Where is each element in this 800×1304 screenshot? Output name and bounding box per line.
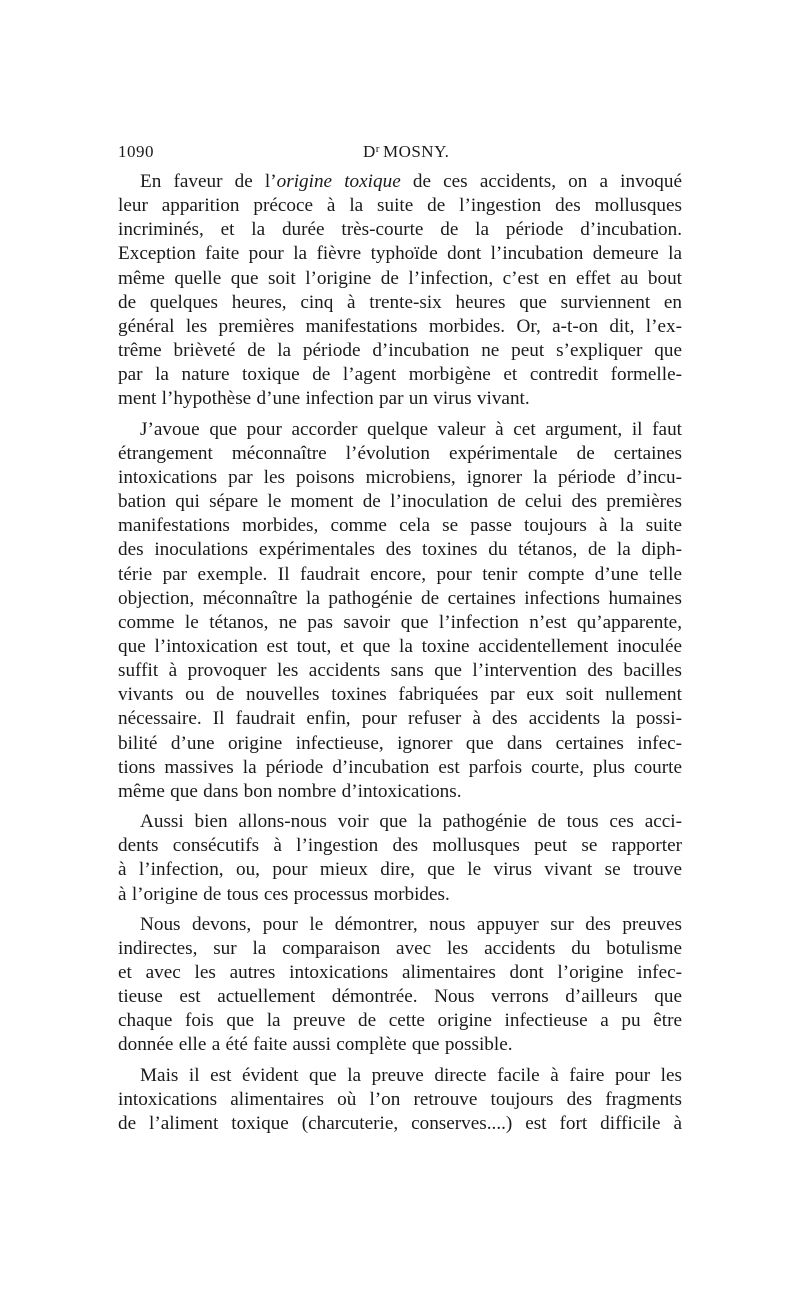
paragraph: [118, 810, 682, 907]
page-header: [118, 142, 682, 168]
text-run: manifestations morbides, comme cela se passe toujours à la suite: [118, 515, 682, 537]
text-run: même que dans bon nombre d’intoxications.: [118, 780, 462, 802]
text-line: [118, 194, 682, 218]
text-line: [118, 418, 682, 442]
text-run: indirectes, sur la comparaison avec les accidents du botulisme: [118, 937, 682, 959]
text-run: tions massives la période d’incubation est parfois courte, plus courte: [118, 756, 682, 778]
text-run: par la nature toxique de l’agent morbigène et contredit formelle-: [118, 364, 682, 386]
text-line: [118, 834, 682, 858]
text-run: tieuse est actuellement démontrée. Nous verrons d’ailleurs que: [118, 986, 682, 1008]
text-run: de l’aliment toxique (charcuterie, conserves....) est fort difficile à: [118, 1112, 682, 1134]
text-run: même quelle que soit l’origine de l’infection, c’est en effet au bout: [118, 267, 682, 289]
text-line: [118, 466, 682, 490]
text-run: et avec les autres intoxications alimentaires dont l’origine infec-: [118, 962, 682, 983]
text-line: [118, 242, 682, 266]
text-run: Mais il est évident que la preuve directe facile à faire pour les: [140, 1064, 682, 1086]
text-run: Exception faite pour la fièvre typhoïde dont l’incubation demeure la: [118, 243, 682, 265]
paragraph: [118, 1064, 682, 1136]
text-line: [118, 442, 682, 466]
text-run: nécessaire. Il faudrait enfin, pour refuser à des accidents la possi-: [118, 708, 682, 730]
text-line: [118, 363, 682, 387]
text-line: [118, 218, 682, 242]
text-line: [118, 587, 682, 611]
text-line: [118, 858, 682, 882]
text-run: donnée elle a été faite aussi complète que possible.: [118, 1034, 513, 1056]
text-run: suffit à provoquer les accidents sans que l’intervention des bacilles: [118, 660, 682, 682]
text-run: chaque fois que la preuve de cette origine infectieuse a pu être: [118, 1010, 682, 1032]
text-run: Nous devons, pour le démontrer, nous appuyer sur des preuves: [140, 913, 682, 935]
text-run: vivants ou de nouvelles toxines fabriquées par eux soit nullement: [118, 684, 682, 706]
text-run: intoxications alimentaires où l’on retrouve toujours des fragments: [118, 1088, 682, 1110]
text-run: J’avoue que pour accorder quelque valeur à cet argument, il faut: [140, 418, 682, 440]
text-run: térie par exemple. Il faudrait encore, pour tenir compte d’une telle: [118, 563, 682, 585]
text-line: [118, 707, 682, 731]
text-run: que l’intoxication est tout, et que la toxine accidentellement inoculée: [118, 635, 682, 657]
text-run: trême brièveté de la période d’incubation ne peut s’expliquer que: [118, 340, 682, 362]
text-line: [118, 387, 682, 411]
text-run: En faveur de l’: [140, 171, 277, 192]
text-run: objection, méconnaître la pathogénie de certaines infections humaines: [118, 587, 682, 609]
text-line: [118, 1033, 682, 1057]
text-run: de quelques heures, cinq à trente-six heures que surviennent en: [118, 291, 682, 313]
author-sup: r: [375, 143, 380, 155]
text-line: [118, 339, 682, 363]
text-run: intoxications par les poisons microbiens, ignorer la période d’incu-: [118, 466, 682, 488]
text-line: [118, 756, 682, 780]
text-line: [118, 913, 682, 937]
body-text: [118, 170, 682, 1136]
paragraph: [118, 418, 682, 805]
text-line: [118, 732, 682, 756]
text-run: comme le tétanos, ne pas savoir que l’infection n’est qu’apparente,: [118, 611, 682, 633]
text-run: ment l’hypothèse d’une infection par un virus vivant.: [118, 388, 530, 410]
text-line: [118, 810, 682, 834]
text-line: [118, 514, 682, 538]
text-line: [118, 490, 682, 514]
paragraph: [118, 170, 682, 412]
text-line: [118, 611, 682, 635]
text-run: incriminés, et la durée très-courte de la période d’incubation.: [118, 219, 682, 241]
paragraph: [118, 913, 682, 1058]
text-run: bation qui sépare le moment de l’inoculation de celui des premières: [118, 491, 682, 513]
text-run: de ces accidents, on a invoqué: [400, 171, 683, 192]
text-run: leur apparition précoce à la suite de l’ingestion des mollusques: [118, 195, 682, 217]
author-name: MOSNY.: [382, 142, 450, 161]
text-line: [118, 883, 682, 907]
text-line: [118, 538, 682, 562]
text-line: [118, 1112, 682, 1136]
running-head-author: [363, 142, 449, 162]
text-run: général les premières manifestations morbides. Or, a-t-on dit, l’ex-: [118, 315, 682, 337]
text-run: Aussi bien allons-nous voir que la pathogénie de tous ces acci-: [140, 811, 682, 833]
text-line: [118, 1064, 682, 1088]
text-run: à l’infection, ou, pour mieux dire, que le virus vivant se trouve: [118, 859, 682, 881]
text-line: [118, 961, 682, 985]
author-prefix: D: [363, 142, 376, 161]
italic-term: origine toxique: [276, 171, 401, 192]
text-run: des inoculations expérimentales des toxines du tétanos, de la diph-: [118, 539, 682, 561]
text-run: étrangement méconnaître l’évolution expérimentale de certaines: [118, 442, 682, 464]
text-line: [118, 635, 682, 659]
text-line: [118, 563, 682, 587]
text-line: [118, 985, 682, 1009]
text-line: [118, 683, 682, 707]
text-line: [118, 1088, 682, 1112]
text-line: [118, 291, 682, 315]
text-run: dents consécutifs à l’ingestion des mollusques peut se rapporter: [118, 835, 682, 857]
text-line: [118, 267, 682, 291]
text-run: à l’origine de tous ces processus morbides.: [118, 883, 450, 905]
page-number: 1090: [118, 142, 154, 161]
text-line: [118, 170, 682, 194]
text-line: [118, 937, 682, 961]
text-run: bilité d’une origine infectieuse, ignorer que dans certaines infec-: [118, 732, 682, 754]
text-line: [118, 780, 682, 804]
book-page: [118, 142, 682, 1136]
text-line: [118, 315, 682, 339]
text-line: [118, 1009, 682, 1033]
text-line: [118, 659, 682, 683]
